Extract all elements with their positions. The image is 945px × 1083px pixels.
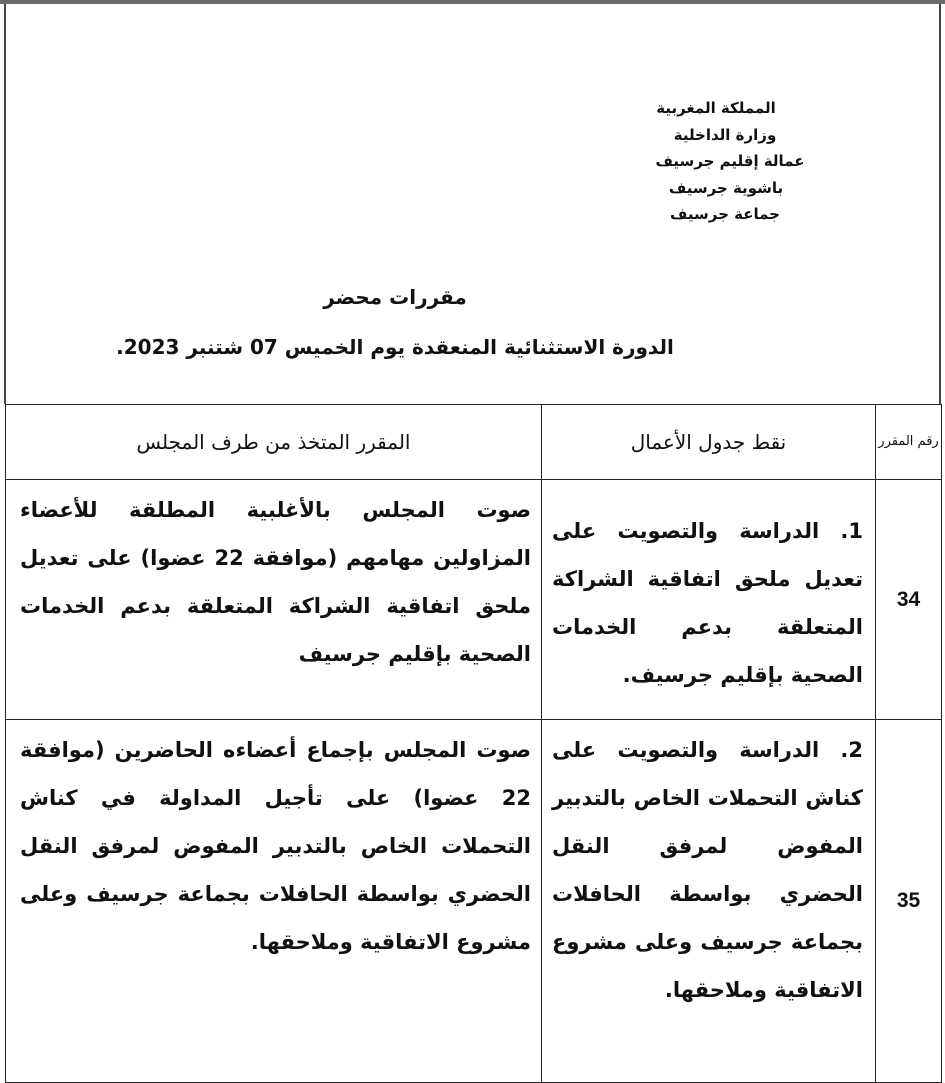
table-row: [6, 720, 942, 1083]
decision-text: صوت المجلس بالأغلبية المطلقة للأعضاء المزاولين مهامهم (موافقة 22 عضوا) على تعديل ملحق اتفاقية الشراكة المتعلقة بدعم الخدمات الصحية بإقليم جرسيف: [6, 480, 542, 720]
header-decision-number: رقم المقرر: [876, 405, 942, 480]
header-pashalik: باشوية جرسيف: [668, 178, 784, 197]
document-title: مقررات محضر: [323, 285, 467, 309]
header-ministry: وزارة الداخلية: [673, 125, 777, 144]
header-kingdom: المملكة المغربية: [656, 99, 776, 117]
decision-text: صوت المجلس بإجماع أعضاءه الحاضرين (موافقة 22 عضوا) على تأجيل المداولة في كناش التحملات الخاص بالتدبير المفوض لمرفق النقل الحضري بواسطة الحافلات بجماعة جرسيف وعلى مشروع الاتفاقية وملاحقها.: [6, 720, 542, 1083]
agenda-item-text: 2. الدراسة والتصويت على كناش التحملات الخاص بالتدبير المفوض لمرفق النقل الحضري بواسطة الحافلات بجماعة جرسيف وعلى مشروع الاتفاقية وملاحقها.: [542, 720, 876, 1083]
decision-number: 35: [876, 720, 942, 1083]
decision-number: 34: [876, 480, 942, 720]
top-border: [0, 0, 945, 4]
table-row: [6, 480, 942, 720]
agenda-item-text: 1. الدراسة والتصويت على تعديل ملحق اتفاقية الشراكة المتعلقة بدعم الخدمات الصحية بإقليم جرسيف.: [542, 480, 876, 720]
table-header-row: [6, 405, 942, 480]
right-border: [939, 4, 941, 404]
document-subtitle: الدورة الاستثنائية المنعقدة يوم الخميس 07 شتنبر 2023.: [116, 335, 674, 359]
header-decision: المقرر المتخذ من طرف المجلس: [6, 405, 542, 480]
institution-header: [600, 95, 860, 228]
header-province: عمالة إقليم جرسيف: [655, 152, 805, 170]
header-commune: جماعة جرسيف: [670, 205, 780, 223]
decisions-table: [5, 404, 942, 1083]
header-agenda-item: نقط جدول الأعمال: [542, 405, 876, 480]
